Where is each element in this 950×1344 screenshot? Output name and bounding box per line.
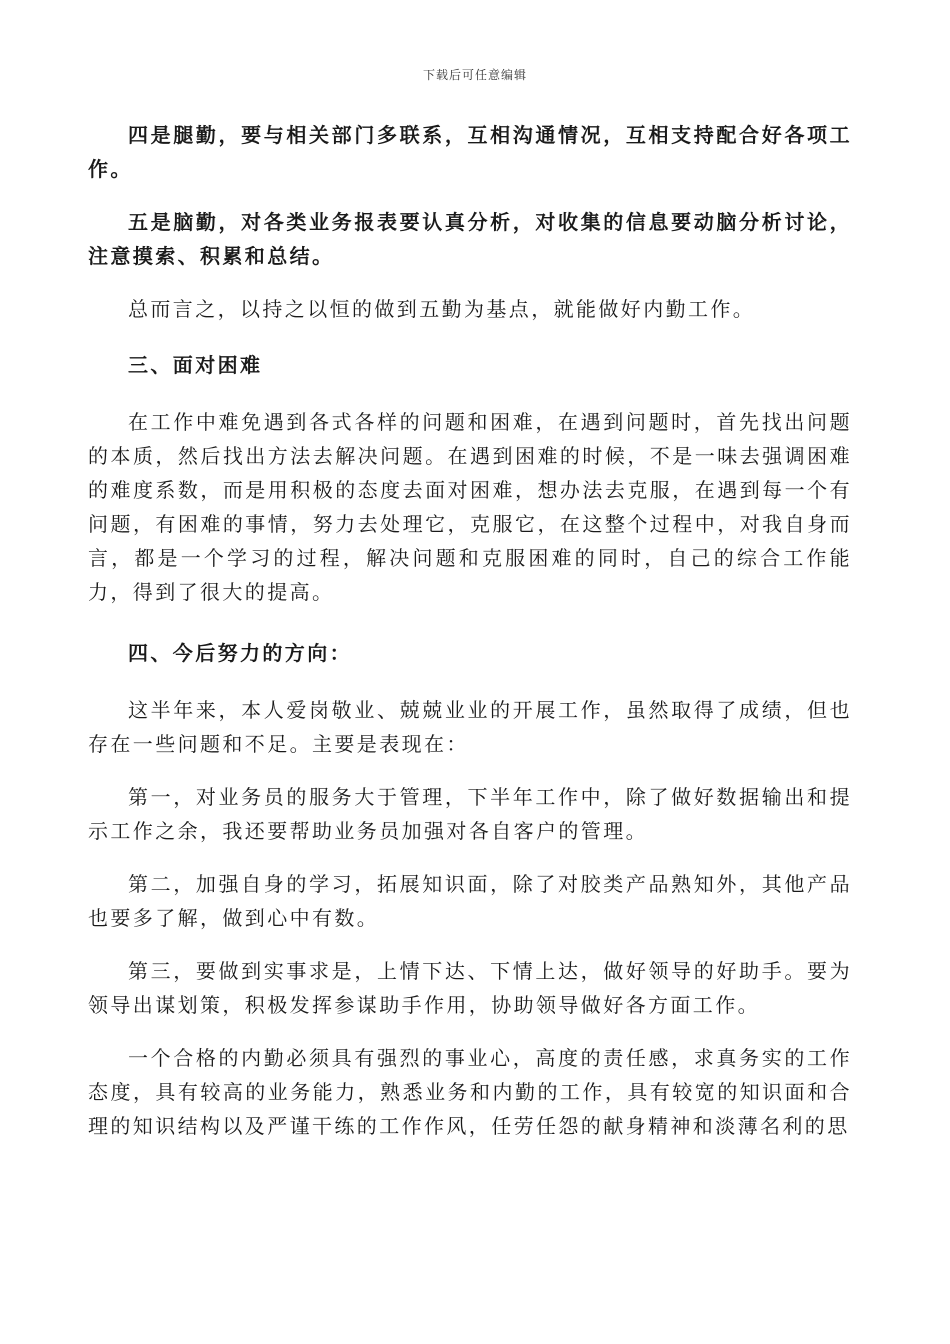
paragraph-brain-diligence: 五是脑勤，对各类业务报表要认真分析，对收集的信息要动脑分析讨论，注意摸索、积累和总结。 <box>88 210 852 268</box>
paragraph-summary: 总而言之，以持之以恒的做到五勤为基点，就能做好内勤工作。 <box>128 297 756 321</box>
paragraph-third-point: 第三，要做到实事求是，上情下达、下情上达，做好领导的好助手。要为领导出谋划策，积极发挥参谋助手作用，协助领导做好各方面工作。 <box>88 959 852 1017</box>
paragraph-difficulties: 在工作中难免遇到各式各样的问题和困难，在遇到问题时，首先找出问题的本质，然后找出方法去解决问题。在遇到困难的时候，不是一味去强调困难的难度系数，而是用积极的态度去面对困难，想办法去克服，在遇到每一个有问题，有困难的事情，努力去处理它，克服它，在这整个过程中，对我自身而言，都是一个学习的过程，解决问题和克服困难的同时，自己的综合工作能力，得到了很大的提高。 <box>88 410 852 604</box>
paragraph-second-point: 第二，加强自身的学习，拓展知识面，除了对胶类产品熟知外，其他产品也要多了解，做到心中有数。 <box>88 872 852 930</box>
paragraph-leg-diligence: 四是腿勤，要与相关部门多联系，互相沟通情况，互相支持配合好各项工作。 <box>88 123 852 181</box>
document-body <box>88 118 852 1162</box>
paragraph-half-year-review: 这半年来，本人爱岗敬业、兢兢业业的开展工作，虽然取得了成绩，但也存在一些问题和不足。主要是表现在： <box>88 698 852 756</box>
page-header: 下载后可任意编辑 <box>422 68 527 82</box>
paragraph-qualified-clerk: 一个合格的内勤必须具有强烈的事业心，高度的责任感，求真务实的工作态度，具有较高的业务能力，熟悉业务和内勤的工作，具有较宽的知识面和合理的知识结构以及严谨干练的工作作风，任劳任怨的献身精神和淡薄名利的思 <box>88 1046 852 1138</box>
paragraph-first-point: 第一，对业务员的服务大于管理，下半年工作中，除了做好数据输出和提示工作之余，我还要帮助业务员加强对各自客户的管理。 <box>88 785 852 843</box>
section-heading-future-direction: 四、今后努力的方向： <box>128 641 352 665</box>
section-heading-difficulties: 三、面对困难 <box>128 353 263 377</box>
